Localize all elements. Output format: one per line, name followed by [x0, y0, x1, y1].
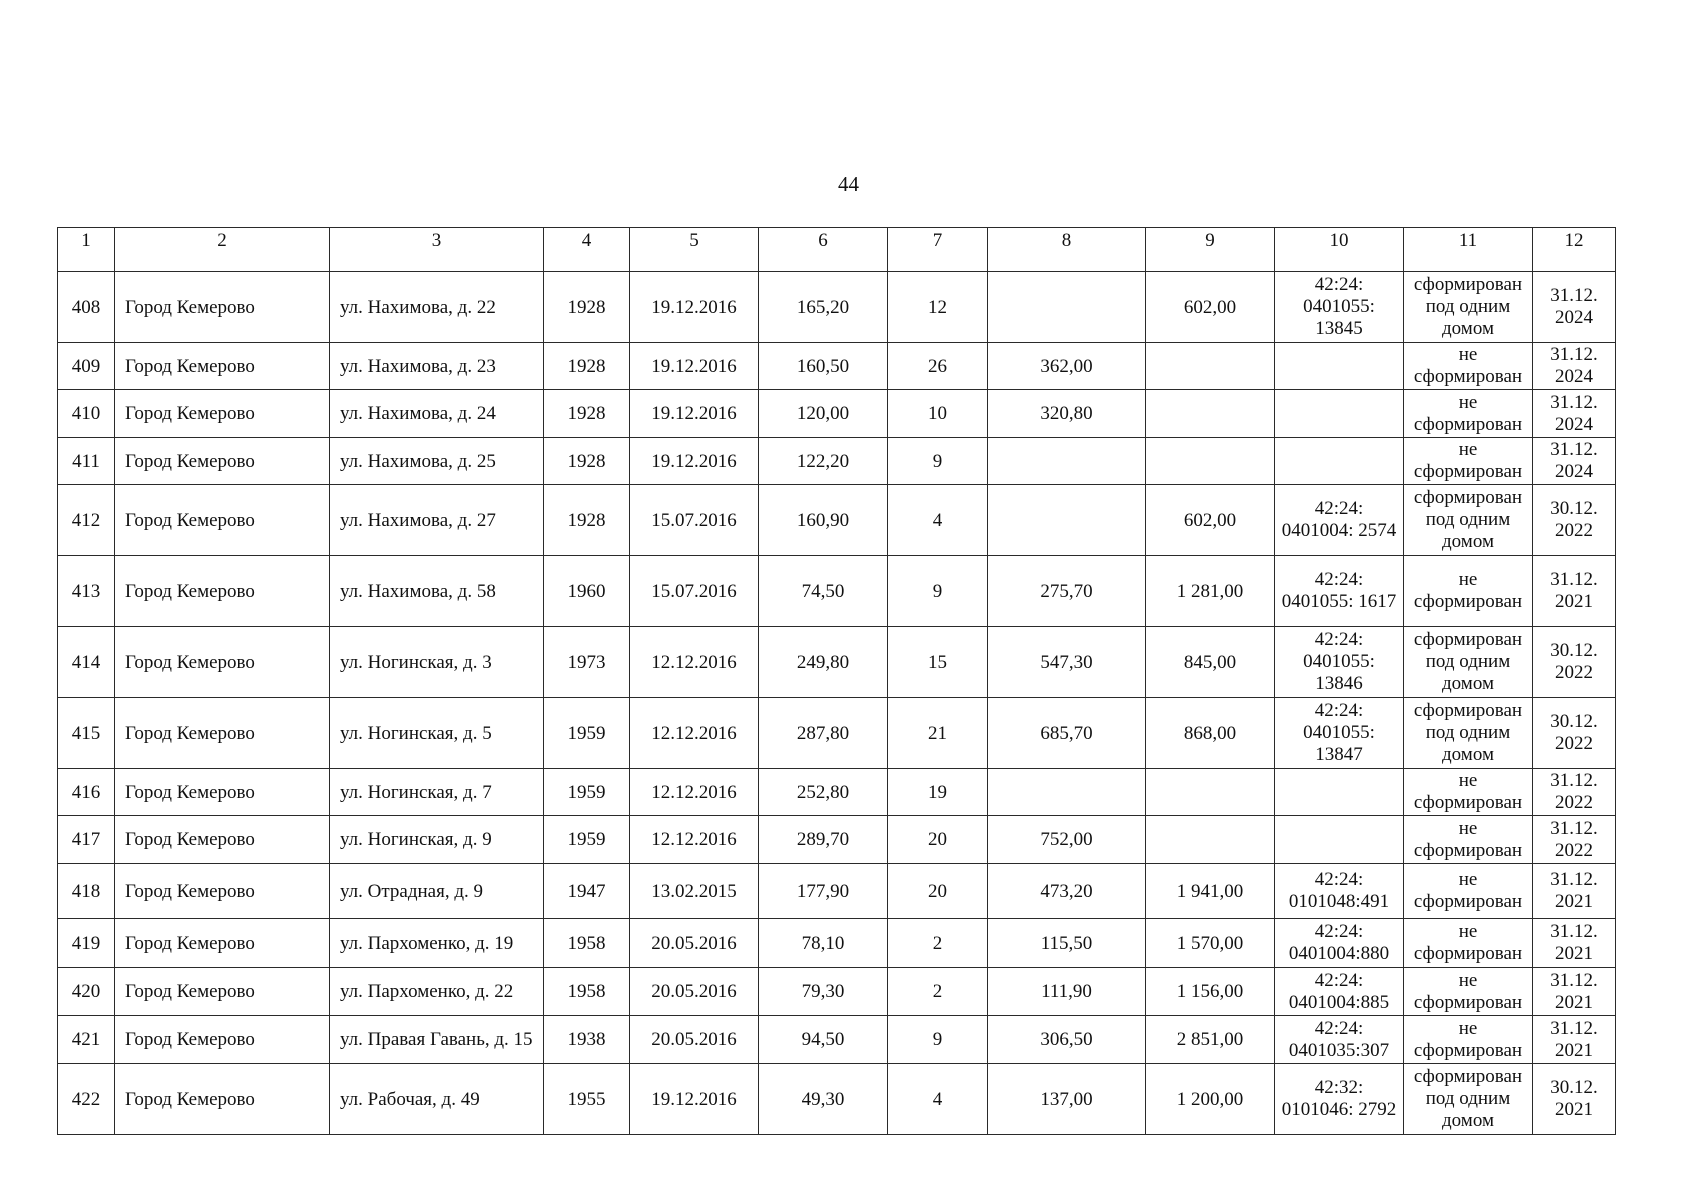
settlement-cell: Город Кемерово: [115, 485, 330, 556]
settlement-cell: Город Кемерово: [115, 864, 330, 919]
date-cell: 19.12.2016: [630, 272, 759, 343]
table-row: [58, 272, 1616, 343]
area-cell-9: [1146, 438, 1275, 485]
address-cell: ул. Нахимова, д. 24: [330, 390, 544, 438]
land-status-cell: сформирован под одним домом: [1404, 485, 1533, 556]
table-row: [58, 698, 1616, 769]
address-cell: ул. Нахимова, д. 27: [330, 485, 544, 556]
area-cell-9: 1 281,00: [1146, 556, 1275, 627]
area-cell-9: 2 851,00: [1146, 1016, 1275, 1064]
residents-cell: 19: [888, 769, 988, 816]
cadastral-number-cell: 42:24: 0401055: 1617: [1275, 556, 1404, 627]
deadline-cell: 31.12. 2021: [1533, 556, 1616, 627]
date-cell: 19.12.2016: [630, 343, 759, 390]
area-cell: 79,30: [759, 968, 888, 1016]
row-number-cell: 417: [58, 816, 115, 864]
year-built-cell: 1928: [544, 438, 630, 485]
cadastral-number-cell: [1275, 816, 1404, 864]
area-cell-8: [988, 769, 1146, 816]
row-number-cell: 416: [58, 769, 115, 816]
row-number-cell: 418: [58, 864, 115, 919]
area-cell-8: [988, 438, 1146, 485]
deadline-cell: 31.12. 2024: [1533, 390, 1616, 438]
table-row: [58, 627, 1616, 698]
land-status-cell: не сформирован: [1404, 919, 1533, 968]
address-cell: ул. Нахимова, д. 23: [330, 343, 544, 390]
settlement-cell: Город Кемерово: [115, 343, 330, 390]
land-status-cell: не сформирован: [1404, 438, 1533, 485]
page-number: 44: [838, 172, 859, 196]
area-cell-8: 362,00: [988, 343, 1146, 390]
cadastral-number-cell: 42:24: 0401004: 2574: [1275, 485, 1404, 556]
settlement-cell: Город Кемерово: [115, 698, 330, 769]
area-cell: 122,20: [759, 438, 888, 485]
date-cell: 15.07.2016: [630, 556, 759, 627]
land-status-cell: сформирован под одним домом: [1404, 627, 1533, 698]
address-cell: ул. Ногинская, д. 3: [330, 627, 544, 698]
row-number-cell: 408: [58, 272, 115, 343]
year-built-cell: 1958: [544, 919, 630, 968]
year-built-cell: 1955: [544, 1064, 630, 1135]
cadastral-number-cell: 42:24: 0401055: 13847: [1275, 698, 1404, 769]
table-row: [58, 1016, 1616, 1064]
area-cell-8: 685,70: [988, 698, 1146, 769]
land-status-cell: не сформирован: [1404, 1016, 1533, 1064]
cadastral-number-cell: 42:32: 0101046: 2792: [1275, 1064, 1404, 1135]
residents-cell: 26: [888, 343, 988, 390]
year-built-cell: 1973: [544, 627, 630, 698]
year-built-cell: 1959: [544, 769, 630, 816]
address-cell: ул. Ногинская, д. 7: [330, 769, 544, 816]
area-cell: 287,80: [759, 698, 888, 769]
deadline-cell: 30.12. 2022: [1533, 698, 1616, 769]
residents-cell: 21: [888, 698, 988, 769]
row-number-cell: 415: [58, 698, 115, 769]
table-row: [58, 816, 1616, 864]
column-header: 8: [988, 228, 1146, 272]
settlement-cell: Город Кемерово: [115, 1016, 330, 1064]
date-cell: 12.12.2016: [630, 698, 759, 769]
land-status-cell: не сформирован: [1404, 769, 1533, 816]
deadline-cell: 30.12. 2022: [1533, 627, 1616, 698]
area-cell-9: 602,00: [1146, 485, 1275, 556]
table-row: [58, 343, 1616, 390]
date-cell: 15.07.2016: [630, 485, 759, 556]
area-cell-9: 1 570,00: [1146, 919, 1275, 968]
column-header: 9: [1146, 228, 1275, 272]
residents-cell: 2: [888, 919, 988, 968]
settlement-cell: Город Кемерово: [115, 769, 330, 816]
residents-cell: 4: [888, 1064, 988, 1135]
cadastral-number-cell: [1275, 343, 1404, 390]
address-cell: ул. Ногинская, д. 5: [330, 698, 544, 769]
row-number-cell: 414: [58, 627, 115, 698]
column-header: 2: [115, 228, 330, 272]
address-cell: ул. Отрадная, д. 9: [330, 864, 544, 919]
area-cell: 289,70: [759, 816, 888, 864]
table-row: [58, 438, 1616, 485]
row-number-cell: 413: [58, 556, 115, 627]
address-cell: ул. Рабочая, д. 49: [330, 1064, 544, 1135]
area-cell: 49,30: [759, 1064, 888, 1135]
area-cell: 249,80: [759, 627, 888, 698]
address-cell: ул. Нахимова, д. 25: [330, 438, 544, 485]
area-cell-9: [1146, 390, 1275, 438]
land-status-cell: не сформирован: [1404, 343, 1533, 390]
deadline-cell: 30.12. 2021: [1533, 1064, 1616, 1135]
land-status-cell: не сформирован: [1404, 968, 1533, 1016]
column-header: 5: [630, 228, 759, 272]
date-cell: 20.05.2016: [630, 919, 759, 968]
deadline-cell: 31.12. 2021: [1533, 1016, 1616, 1064]
settlement-cell: Город Кемерово: [115, 627, 330, 698]
area-cell-9: 845,00: [1146, 627, 1275, 698]
row-number-cell: 411: [58, 438, 115, 485]
cadastral-number-cell: 42:24: 0401055: 13845: [1275, 272, 1404, 343]
area-cell: 252,80: [759, 769, 888, 816]
area-cell-9: [1146, 816, 1275, 864]
residents-cell: 15: [888, 627, 988, 698]
column-header: 12: [1533, 228, 1616, 272]
residents-cell: 12: [888, 272, 988, 343]
address-cell: ул. Нахимова, д. 22: [330, 272, 544, 343]
table-row: [58, 1064, 1616, 1135]
area-cell: 160,90: [759, 485, 888, 556]
address-cell: ул. Пархоменко, д. 22: [330, 968, 544, 1016]
date-cell: 19.12.2016: [630, 438, 759, 485]
year-built-cell: 1959: [544, 816, 630, 864]
area-cell-9: 602,00: [1146, 272, 1275, 343]
area-cell-8: 473,20: [988, 864, 1146, 919]
table-row: [58, 968, 1616, 1016]
column-header: 6: [759, 228, 888, 272]
area-cell: 120,00: [759, 390, 888, 438]
area-cell-8: 111,90: [988, 968, 1146, 1016]
cadastral-number-cell: 42:24: 0401035:307: [1275, 1016, 1404, 1064]
address-cell: ул. Правая Гавань, д. 15: [330, 1016, 544, 1064]
date-cell: 20.05.2016: [630, 968, 759, 1016]
column-header: 11: [1404, 228, 1533, 272]
residents-cell: 4: [888, 485, 988, 556]
area-cell: 160,50: [759, 343, 888, 390]
cadastral-number-cell: 42:24: 0401055: 13846: [1275, 627, 1404, 698]
registry-table: [57, 227, 1616, 1135]
land-status-cell: не сформирован: [1404, 556, 1533, 627]
deadline-cell: 31.12. 2021: [1533, 968, 1616, 1016]
table-row: [58, 919, 1616, 968]
date-cell: 20.05.2016: [630, 1016, 759, 1064]
column-header: 3: [330, 228, 544, 272]
land-status-cell: сформирован под одним домом: [1404, 698, 1533, 769]
area-cell-9: 1 156,00: [1146, 968, 1275, 1016]
land-status-cell: не сформирован: [1404, 816, 1533, 864]
area-cell-9: 1 941,00: [1146, 864, 1275, 919]
land-status-cell: сформирован под одним домом: [1404, 272, 1533, 343]
land-status-cell: не сформирован: [1404, 390, 1533, 438]
area-cell-9: 868,00: [1146, 698, 1275, 769]
residents-cell: 9: [888, 438, 988, 485]
area-cell: 165,20: [759, 272, 888, 343]
year-built-cell: 1960: [544, 556, 630, 627]
residents-cell: 20: [888, 816, 988, 864]
area-cell-8: 115,50: [988, 919, 1146, 968]
year-built-cell: 1928: [544, 485, 630, 556]
year-built-cell: 1928: [544, 343, 630, 390]
deadline-cell: 31.12. 2022: [1533, 816, 1616, 864]
area-cell: 177,90: [759, 864, 888, 919]
area-cell-8: [988, 485, 1146, 556]
area-cell: 74,50: [759, 556, 888, 627]
row-number-cell: 409: [58, 343, 115, 390]
table-row: [58, 485, 1616, 556]
cadastral-number-cell: [1275, 390, 1404, 438]
table-row: [58, 769, 1616, 816]
table-row: [58, 864, 1616, 919]
row-number-cell: 419: [58, 919, 115, 968]
settlement-cell: Город Кемерово: [115, 919, 330, 968]
cadastral-number-cell: 42:24: 0401004:885: [1275, 968, 1404, 1016]
area-cell-8: 306,50: [988, 1016, 1146, 1064]
deadline-cell: 31.12. 2021: [1533, 919, 1616, 968]
header-row: [58, 228, 1616, 272]
area-cell-8: [988, 272, 1146, 343]
settlement-cell: Город Кемерово: [115, 390, 330, 438]
land-status-cell: сформирован под одним домом: [1404, 1064, 1533, 1135]
row-number-cell: 421: [58, 1016, 115, 1064]
residents-cell: 20: [888, 864, 988, 919]
settlement-cell: Город Кемерово: [115, 438, 330, 485]
row-number-cell: 410: [58, 390, 115, 438]
cadastral-number-cell: [1275, 769, 1404, 816]
residents-cell: 9: [888, 556, 988, 627]
area-cell-9: 1 200,00: [1146, 1064, 1275, 1135]
deadline-cell: 31.12. 2024: [1533, 343, 1616, 390]
area-cell-8: 547,30: [988, 627, 1146, 698]
row-number-cell: 422: [58, 1064, 115, 1135]
column-header: 1: [58, 228, 115, 272]
cadastral-number-cell: [1275, 438, 1404, 485]
column-header: 4: [544, 228, 630, 272]
deadline-cell: 31.12. 2021: [1533, 864, 1616, 919]
residents-cell: 10: [888, 390, 988, 438]
row-number-cell: 412: [58, 485, 115, 556]
deadline-cell: 31.12. 2024: [1533, 272, 1616, 343]
area-cell-8: 320,80: [988, 390, 1146, 438]
settlement-cell: Город Кемерово: [115, 1064, 330, 1135]
year-built-cell: 1938: [544, 1016, 630, 1064]
deadline-cell: 31.12. 2024: [1533, 438, 1616, 485]
area-cell: 94,50: [759, 1016, 888, 1064]
year-built-cell: 1959: [544, 698, 630, 769]
date-cell: 19.12.2016: [630, 390, 759, 438]
column-header: 10: [1275, 228, 1404, 272]
area-cell-8: 137,00: [988, 1064, 1146, 1135]
area-cell-9: [1146, 343, 1275, 390]
area-cell-9: [1146, 769, 1275, 816]
address-cell: ул. Нахимова, д. 58: [330, 556, 544, 627]
settlement-cell: Город Кемерово: [115, 816, 330, 864]
address-cell: ул. Пархоменко, д. 19: [330, 919, 544, 968]
area-cell: 78,10: [759, 919, 888, 968]
table-body: [58, 272, 1616, 1135]
cadastral-number-cell: 42:24: 0101048:491: [1275, 864, 1404, 919]
residents-cell: 2: [888, 968, 988, 1016]
year-built-cell: 1947: [544, 864, 630, 919]
date-cell: 12.12.2016: [630, 627, 759, 698]
column-header: 7: [888, 228, 988, 272]
address-cell: ул. Ногинская, д. 9: [330, 816, 544, 864]
deadline-cell: 31.12. 2022: [1533, 769, 1616, 816]
year-built-cell: 1928: [544, 272, 630, 343]
date-cell: 12.12.2016: [630, 769, 759, 816]
cadastral-number-cell: 42:24: 0401004:880: [1275, 919, 1404, 968]
table-row: [58, 390, 1616, 438]
area-cell-8: 275,70: [988, 556, 1146, 627]
date-cell: 12.12.2016: [630, 816, 759, 864]
residents-cell: 9: [888, 1016, 988, 1064]
settlement-cell: Город Кемерово: [115, 272, 330, 343]
land-status-cell: не сформирован: [1404, 864, 1533, 919]
settlement-cell: Город Кемерово: [115, 968, 330, 1016]
table-row: [58, 556, 1616, 627]
date-cell: 19.12.2016: [630, 1064, 759, 1135]
area-cell-8: 752,00: [988, 816, 1146, 864]
settlement-cell: Город Кемерово: [115, 556, 330, 627]
deadline-cell: 30.12. 2022: [1533, 485, 1616, 556]
date-cell: 13.02.2015: [630, 864, 759, 919]
year-built-cell: 1958: [544, 968, 630, 1016]
year-built-cell: 1928: [544, 390, 630, 438]
row-number-cell: 420: [58, 968, 115, 1016]
